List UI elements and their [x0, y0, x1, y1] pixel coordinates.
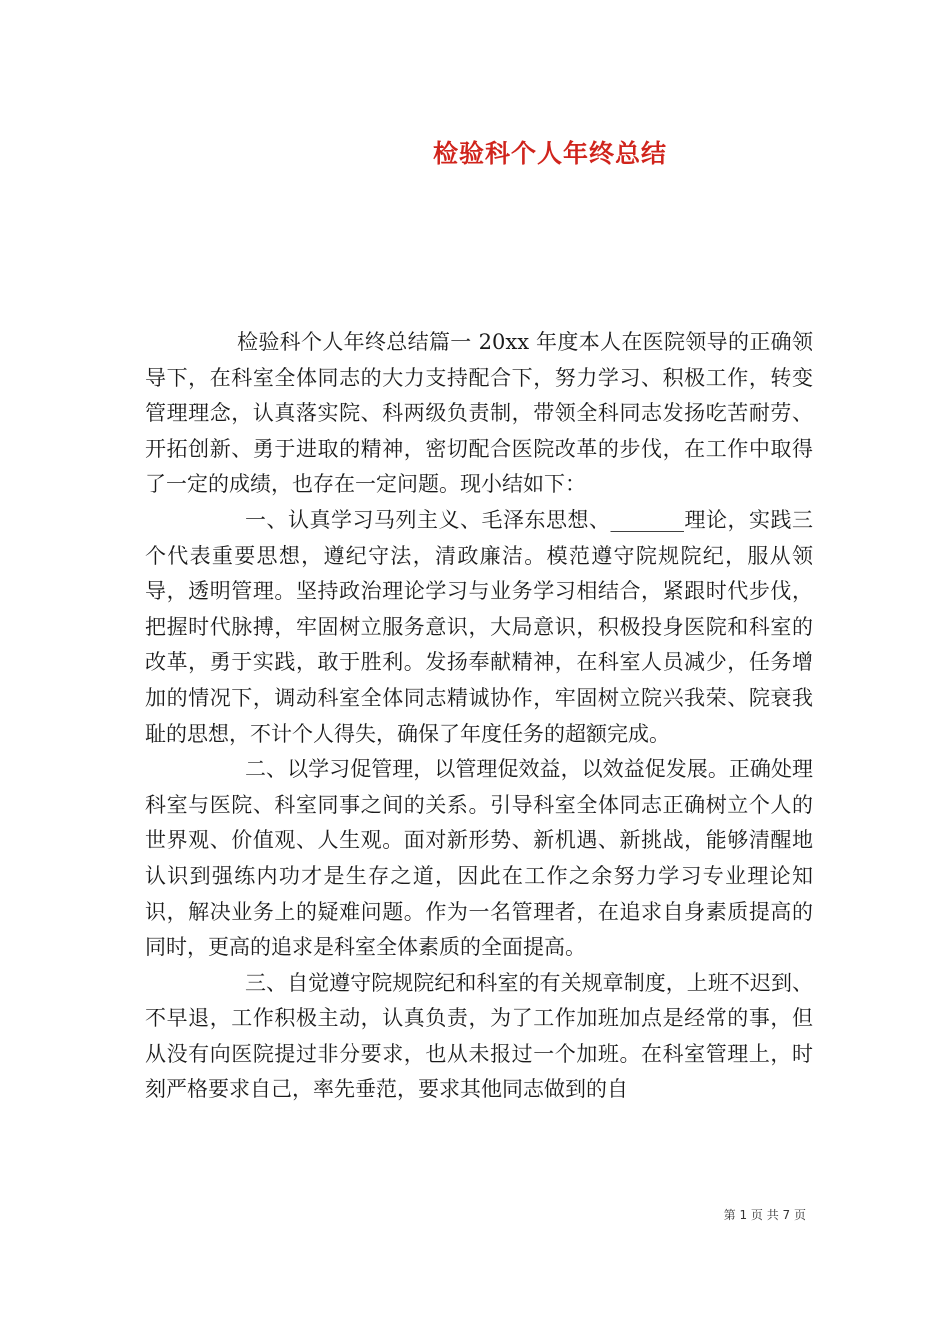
- document-title: 检验科个人年终总结: [432, 139, 667, 168]
- paragraph-section-2: 二、以学习促管理，以管理促效益，以效益促发展。正确处理科室与医院、科室同事之间的关系。引导科室全体同志正确树立个人的世界观、价值观、人生观。面对新形势、新机遇、新挑战，能够清醒地认识到强练内功才是生存之道，因此在工作之余努力学习专业理论知识，解决业务上的疑难问题。作为一名管理者，在追求自身素质提高的同时，更高的追求是科室全体素质的全面提高。: [145, 757, 813, 960]
- document-body: [145, 325, 813, 1108]
- paragraph-section-1: 一、认真学习马列主义、毛泽东思想、_______理论，实践三个代表重要思想，遵纪守法，清政廉洁。模范遵守院规院纪，服从领导，透明管理。坚持政治理论学习与业务学习相结合，紧跟时代步伐，把握时代脉搏，牢固树立服务意识，大局意识，积极投身医院和科室的改革，勇于实践，敢于胜利。发扬奉献精神，在科室人员减少，任务增加的情况下，调动科室全体同志精诚协作，牢固树立院兴我荣、院衰我耻的思想，不计个人得失，确保了年度任务的超额完成。: [145, 507, 813, 746]
- page-number-footer: 第 1 页 共 7 页: [723, 1208, 806, 1222]
- paragraph-section-3: 三、自觉遵守院规院纪和科室的有关规章制度，上班不迟到、不早退，工作积极主动，认真负责，为了工作加班加点是经常的事，但从没有向医院提过非分要求，也从未报过一个加班。在科室管理上，时刻严格要求自己，率先垂范，要求其他同志做到的自: [145, 970, 813, 1102]
- paragraph-intro: 检验科个人年终总结篇一 20xx 年度本人在医院领导的正确领导下，在科室全体同志的大力支持配合下，努力学习、积极工作，转变管理理念，认真落实院、科两级负责制，带领全科同志发扬吃苦耐劳、开拓创新、勇于进取的精神，密切配合医院改革的步伐，在工作中取得了一定的成绩，也存在一定问题。现小结如下：: [145, 330, 813, 497]
